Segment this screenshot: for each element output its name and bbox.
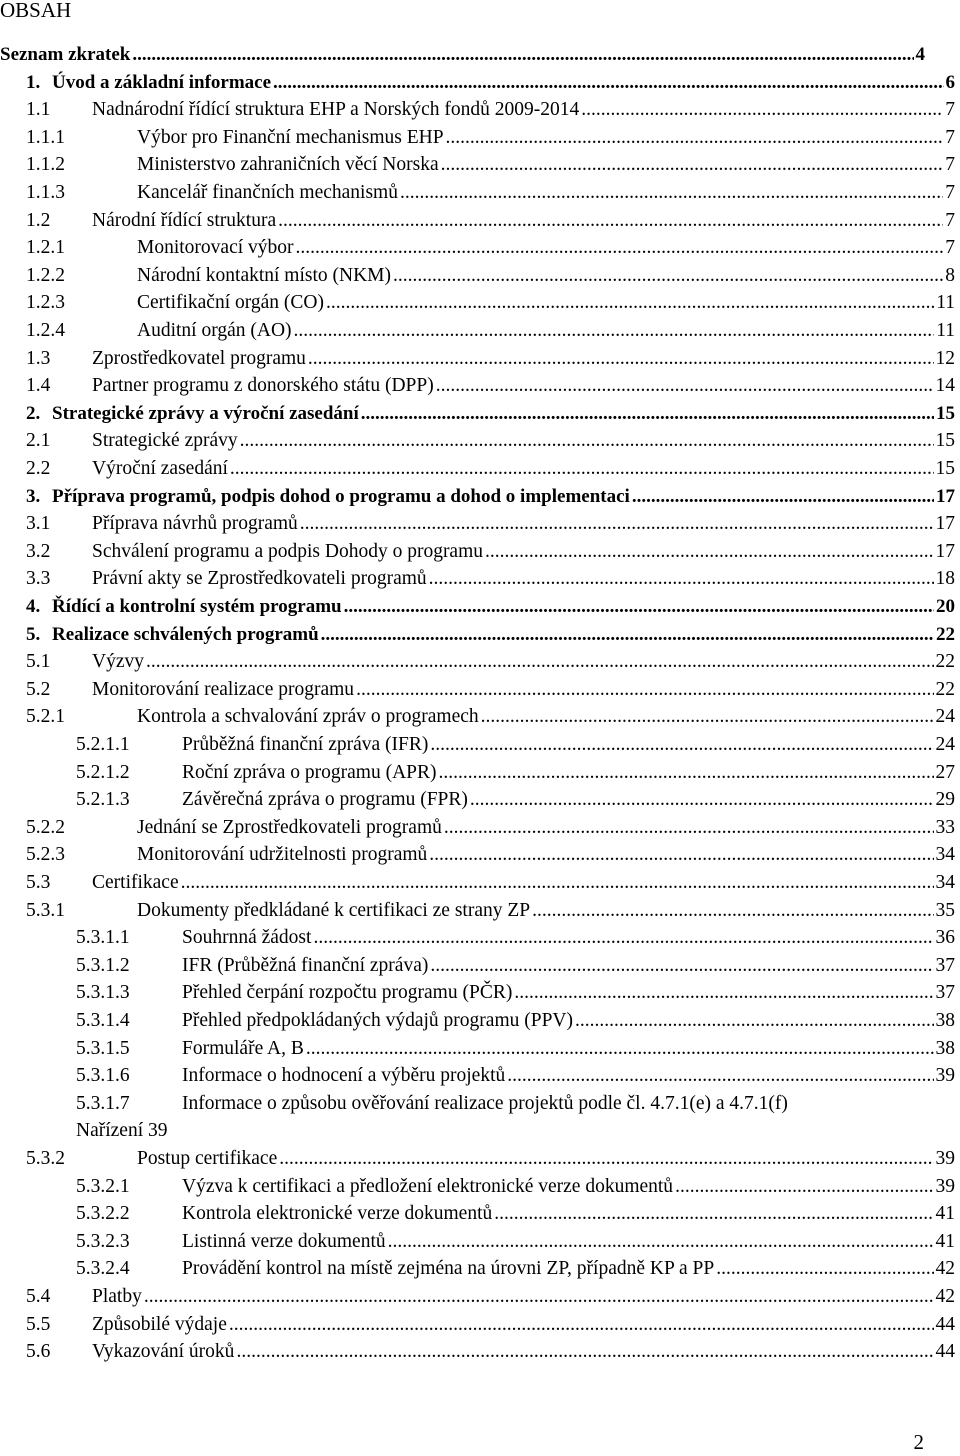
toc-entry-title: Informace o způsobu ověřování realizace projektů podle čl. 4.7.1(e) a 4.7.1(f)	[182, 1092, 788, 1114]
toc-entry-title: Národní kontaktní místo (NKM)	[137, 264, 392, 286]
toc-entry[interactable]	[76, 786, 955, 814]
toc-entry[interactable]	[26, 207, 955, 235]
toc-leader-dots	[313, 924, 933, 952]
toc-entry[interactable]	[26, 179, 955, 207]
toc-entry-title: Postup certifikace	[137, 1148, 278, 1169]
toc-entry-page: 11	[936, 292, 955, 314]
toc-entry[interactable]	[76, 1090, 955, 1118]
toc-entry-page: 37	[935, 954, 955, 976]
toc-entry[interactable]	[26, 234, 955, 262]
toc-leader-dots	[439, 759, 934, 787]
toc-leader-dots	[675, 1173, 933, 1201]
toc-entry-page: 39	[935, 1065, 955, 1087]
toc-entry-number: 5.3.1	[26, 899, 65, 921]
toc-entry-title: Kontrola a schvalování zpráv o programech	[137, 706, 479, 728]
toc-leader-dots	[296, 234, 944, 262]
toc-entry[interactable]	[26, 1311, 955, 1339]
toc-entry-page: 36	[935, 927, 955, 949]
toc-entry-number: 5.3.1.1	[76, 927, 130, 949]
toc-entry-title: Monitorování udržitelnosti programů	[137, 844, 428, 866]
toc-entry-number: 5.2.1.1	[76, 734, 130, 755]
toc-leader-dots	[229, 1311, 934, 1339]
toc-entry-number: 1.4	[26, 375, 51, 397]
toc-entry-page: 14	[935, 375, 955, 397]
toc-entry-title: Příprava návrhů programů	[92, 513, 298, 535]
toc-leader-dots	[446, 124, 944, 152]
toc-entry-page: 41	[935, 1230, 955, 1252]
toc-entry[interactable]	[0, 41, 925, 69]
toc-entry-number: 5.3.2.2	[76, 1203, 130, 1225]
toc-entry-title: Nadnárodní řídící struktura EHP a Norských fondů 2009-2014	[92, 99, 580, 121]
toc-entry[interactable]	[26, 427, 955, 455]
toc-entry-page: 11	[936, 320, 955, 341]
toc-entry-title: Národní řídící struktura	[92, 209, 277, 231]
toc-entry-title: Partner programu z donorského státu (DPP)	[92, 375, 434, 397]
toc-leader-dots	[308, 345, 934, 373]
toc-entry[interactable]	[26, 96, 955, 124]
toc-entry[interactable]	[26, 289, 955, 317]
toc-entry-title: Výzva k certifikaci a předložení elektronické verze dokumentů	[182, 1175, 674, 1197]
toc-leader-dots	[236, 1338, 933, 1366]
toc-entry[interactable]	[76, 759, 955, 787]
toc-entry-number: 2.	[26, 402, 41, 424]
toc-entry[interactable]	[76, 1228, 955, 1256]
toc-entry-title: Kontrola elektronické verze dokumentů	[182, 1203, 493, 1225]
toc-leader-dots	[388, 1228, 934, 1256]
toc-entry-title: Zprostředkovatel programu	[92, 347, 306, 369]
toc-entry-title: Roční zpráva o programu (APR)	[182, 761, 437, 783]
toc-entry[interactable]	[26, 1145, 955, 1173]
toc-leader-dots	[507, 1062, 933, 1090]
toc-entry-title: Příprava programů, podpis dohod o programu a dohod o implementaci	[52, 485, 630, 507]
toc-entry-title: Auditní orgán (AO)	[137, 320, 292, 341]
toc-leader-dots	[144, 1283, 934, 1311]
toc-entry-title: Monitorovací výbor	[137, 237, 294, 259]
toc-entry-page: 34	[935, 872, 955, 893]
toc-entry-number: 4.	[26, 596, 41, 617]
toc-entry-number: 5.5	[26, 1313, 51, 1335]
toc-entry-title: Výbor pro Finanční mechanismus EHP	[137, 126, 444, 148]
toc-entry-page: 44	[935, 1313, 955, 1335]
toc-entry-page: 6	[945, 71, 955, 93]
toc-leader-dots	[273, 69, 943, 97]
toc-entry-title: Přehled čerpání rozpočtu programu (PČR)	[182, 982, 513, 1004]
toc-leader-dots	[485, 538, 933, 566]
toc-entry-title: Výroční zasedání	[92, 458, 228, 479]
toc-entry-page: 29	[935, 789, 955, 811]
toc-entry-title: Realizace schválených programů	[52, 623, 319, 645]
toc-entry-page: 42	[935, 1258, 955, 1280]
toc-leader-dots	[436, 372, 934, 400]
toc-entry-number: 1.1.3	[26, 182, 65, 203]
toc-leader-dots	[393, 262, 943, 290]
toc-entry-number: 5.3.1.4	[76, 1010, 130, 1031]
toc-entry[interactable]	[26, 676, 955, 704]
toc-leader-dots	[300, 510, 934, 538]
toc-entry-number: 2.2	[26, 458, 51, 479]
toc-leader-dots	[240, 427, 934, 455]
toc-entry-title: Listinná verze dokumentů	[182, 1230, 386, 1252]
toc-entry-page: 22	[936, 623, 955, 645]
toc-entry-title: Výzvy	[92, 651, 144, 673]
toc-entry[interactable]	[76, 1255, 955, 1283]
toc-entry[interactable]	[26, 151, 955, 179]
toc-leader-dots	[429, 841, 933, 869]
toc-entry[interactable]	[26, 345, 955, 373]
toc-leader-dots	[470, 786, 934, 814]
toc-entry[interactable]	[26, 317, 955, 345]
toc-entry-number: 1.1.1	[26, 126, 65, 148]
toc-entry-number: 5.	[26, 623, 41, 645]
toc-entry[interactable]	[76, 1062, 955, 1090]
toc-entry-title: Způsobilé výdaje	[92, 1313, 227, 1335]
toc-leader-dots	[344, 593, 934, 621]
toc-leader-dots	[481, 703, 934, 731]
toc-leader-dots	[230, 455, 934, 483]
toc-entry-page: 20	[936, 596, 955, 617]
toc-entry[interactable]	[76, 924, 955, 952]
toc-entry-title: Úvod a základní informace	[52, 71, 272, 93]
toc-entry-page: 12	[935, 347, 955, 369]
toc-entry[interactable]	[76, 1117, 955, 1145]
toc-entry[interactable]	[26, 897, 955, 925]
toc-entry-number: 5.3.1.6	[76, 1065, 130, 1087]
toc-leader-dots	[575, 1007, 934, 1035]
toc-entry[interactable]	[26, 69, 955, 97]
toc-entry-number: 5.3	[26, 872, 51, 893]
toc-entry[interactable]	[26, 1283, 955, 1311]
toc-entry-page: 41	[935, 1203, 955, 1225]
toc-leader-dots	[581, 96, 943, 124]
toc-entry-page: 42	[935, 1286, 955, 1307]
toc-entry-title: Seznam zkratek	[0, 44, 131, 65]
toc-entry-number: 5.2.1.3	[76, 789, 130, 811]
toc-leader-dots	[441, 151, 944, 179]
toc-entry-page: 8	[945, 264, 955, 286]
page-title: OBSAH	[0, 0, 72, 22]
toc-leader-dots	[400, 179, 943, 207]
toc-entry[interactable]	[26, 455, 955, 483]
toc-leader-dots	[321, 621, 934, 649]
toc-leader-dots	[430, 952, 933, 980]
toc-entry-number: 3.3	[26, 568, 51, 590]
toc-leader-dots	[356, 676, 933, 704]
toc-leader-dots	[430, 731, 933, 759]
toc-entry-title: Závěrečná zpráva o programu (FPR)	[182, 789, 468, 811]
toc-entry-number: 5.2	[26, 678, 51, 700]
toc-entry[interactable]	[26, 869, 955, 897]
toc-leader-dots	[632, 483, 934, 511]
toc-leader-dots	[361, 400, 934, 428]
toc-entry-title: Kancelář finančních mechanismů	[137, 182, 398, 203]
toc-leader-dots	[294, 317, 935, 345]
toc-entry-number: 1.2.1	[26, 237, 65, 259]
toc-entry-title: Certifikační orgán (CO)	[137, 292, 325, 314]
toc-entry-number: 5.3.2.4	[76, 1258, 130, 1280]
toc-entry-number: 1.1	[26, 99, 51, 121]
page-number: 2	[913, 1430, 924, 1454]
toc-entry-page: 27	[935, 761, 955, 783]
toc-entry-page: 18	[935, 568, 955, 590]
toc-entry[interactable]	[26, 400, 955, 428]
toc-entry-page: 37	[935, 982, 955, 1004]
toc-entry-page: 33	[935, 816, 955, 838]
toc-entry[interactable]	[76, 731, 955, 759]
toc-entry-page: 22	[935, 651, 955, 673]
toc-entry[interactable]	[26, 703, 955, 731]
toc-entry-page: 15	[936, 402, 955, 424]
toc-entry[interactable]	[26, 565, 955, 593]
toc-entry[interactable]	[76, 1200, 955, 1228]
toc-entry-page: 7	[945, 154, 955, 176]
toc-entry[interactable]	[26, 372, 955, 400]
toc-entry-number: 1.3	[26, 347, 51, 369]
toc-entry[interactable]	[26, 538, 955, 566]
toc-entry-number: 3.2	[26, 540, 51, 562]
toc-entry[interactable]	[26, 510, 955, 538]
toc-entry-page: 7	[945, 99, 955, 121]
toc-entry-number: 5.3.2	[26, 1148, 65, 1169]
toc-leader-dots	[514, 979, 933, 1007]
toc-entry-number: 5.3.2.3	[76, 1230, 130, 1252]
toc-entry-title: Platby	[92, 1286, 142, 1307]
toc-entry-title: Právní akty se Zprostředkovateli programů	[92, 568, 427, 590]
toc-entry[interactable]	[76, 979, 955, 1007]
toc-entry-title: Monitorování realizace programu	[92, 678, 355, 700]
toc-entry-title: Informace o hodnocení a výběru projektů	[182, 1065, 506, 1087]
toc-leader-dots	[716, 1255, 933, 1283]
toc-entry-title: Dokumenty předkládané k certifikaci ze strany ZP	[137, 899, 531, 921]
toc-entry-number: 5.2.1	[26, 706, 65, 728]
toc-entry-page: 7	[945, 126, 955, 148]
toc-entry[interactable]	[26, 814, 955, 842]
toc-entry-title: Přehled předpokládaných výdajů programu (PPV)	[182, 1010, 573, 1031]
toc-entry-title: Strategické zprávy	[92, 430, 238, 452]
toc-leader-dots	[181, 869, 934, 897]
toc-entry-title: Nařízení 39	[76, 1120, 168, 1142]
toc-entry[interactable]	[26, 262, 955, 290]
toc-entry-number: 3.	[26, 485, 41, 507]
toc-entry-page: 22	[935, 678, 955, 700]
toc-entry-title: Formuláře A, B	[182, 1037, 304, 1059]
toc-entry-number: 5.6	[26, 1341, 51, 1363]
toc-entry-page: 44	[935, 1341, 955, 1363]
toc-entry-title: Řídící a kontrolní systém programu	[52, 596, 342, 617]
toc-entry-page: 17	[935, 540, 955, 562]
toc-leader-dots	[444, 814, 934, 842]
toc-entry-number: 1.1.2	[26, 154, 65, 176]
toc-entry-number: 5.3.1.3	[76, 982, 130, 1004]
toc-entry-number: 5.4	[26, 1286, 51, 1307]
toc-entry-number: 2.1	[26, 430, 51, 452]
toc-entry-title: Vykazování úroků	[92, 1341, 235, 1363]
toc-entry-page: 39	[935, 1148, 955, 1169]
toc-leader-dots	[429, 565, 934, 593]
toc-entry-number: 5.1	[26, 651, 51, 673]
toc-entry-title: Schválení programu a podpis Dohody o programu	[92, 540, 484, 562]
toc-entry[interactable]	[26, 648, 955, 676]
toc-entry[interactable]	[76, 952, 955, 980]
toc-entry[interactable]	[76, 1007, 955, 1035]
toc-entry-page: 17	[935, 513, 955, 535]
toc-entry-page: 17	[936, 485, 955, 507]
toc-entry-page: 24	[935, 734, 955, 755]
toc-entry-page: 24	[935, 706, 955, 728]
toc-entry-page: 38	[935, 1037, 955, 1059]
toc-entry-number: 5.2.1.2	[76, 761, 130, 783]
toc-entry[interactable]	[26, 483, 955, 511]
toc-entry-number: 5.3.1.7	[76, 1092, 130, 1114]
toc-entry-page: 15	[935, 430, 955, 452]
toc-leader-dots	[326, 289, 934, 317]
toc-entry[interactable]	[76, 1173, 955, 1201]
toc-leader-dots	[306, 1035, 934, 1063]
toc-entry-page: 35	[935, 899, 955, 921]
toc-entry[interactable]	[26, 841, 955, 869]
toc-entry-page: 38	[935, 1010, 955, 1031]
toc-entry-number: 1.	[26, 71, 41, 93]
toc-entry-title: Certifikace	[92, 872, 179, 893]
toc-entry[interactable]	[26, 621, 955, 649]
toc-entry-number: 5.3.2.1	[76, 1175, 130, 1197]
toc-entry-number: 1.2.2	[26, 264, 65, 286]
toc-entry-title: IFR (Průběžná finanční zpráva)	[182, 954, 429, 976]
toc-entry-number: 5.2.3	[26, 844, 65, 866]
toc-leader-dots	[278, 207, 943, 235]
toc-entry-number: 5.2.2	[26, 816, 65, 838]
toc-entry-number: 5.3.1.5	[76, 1037, 130, 1059]
toc-entry-title: Strategické zprávy a výroční zasedání	[52, 402, 359, 424]
toc-leader-dots	[494, 1200, 933, 1228]
toc-entry-title: Provádění kontrol na místě zejména na úrovni ZP, případně KP a PP	[182, 1258, 715, 1280]
toc-entry-page: 39	[935, 1175, 955, 1197]
toc-entry-title: Jednání se Zprostředkovateli programů	[137, 816, 442, 838]
toc-entry-number: 1.2.3	[26, 292, 65, 314]
toc-entry-number: 1.2	[26, 209, 51, 231]
toc-entry-page: 4	[915, 44, 925, 65]
toc-entry[interactable]	[76, 1035, 955, 1063]
toc-entry[interactable]	[26, 124, 955, 152]
toc-entry-number: 1.2.4	[26, 320, 65, 341]
toc-leader-dots	[532, 897, 933, 925]
toc-entry-page: 7	[945, 182, 955, 203]
toc-leader-dots	[132, 41, 913, 69]
toc-entry-page: 7	[945, 209, 955, 231]
toc-entry-page: 34	[935, 844, 955, 866]
toc-entry[interactable]	[26, 593, 955, 621]
toc-entry-number: 3.1	[26, 513, 51, 535]
toc-entry-page: 7	[945, 237, 955, 259]
toc-entry[interactable]	[26, 1338, 955, 1366]
toc-entry-title: Průběžná finanční zpráva (IFR)	[182, 734, 429, 755]
toc-entry-title: Ministerstvo zahraničních věcí Norska	[137, 154, 439, 176]
toc-entry-page: 15	[935, 458, 955, 479]
toc-leader-dots	[279, 1145, 933, 1173]
toc-entry-title: Souhrnná žádost	[182, 927, 312, 949]
toc-leader-dots	[146, 648, 934, 676]
toc-entry-number: 5.3.1.2	[76, 954, 130, 976]
